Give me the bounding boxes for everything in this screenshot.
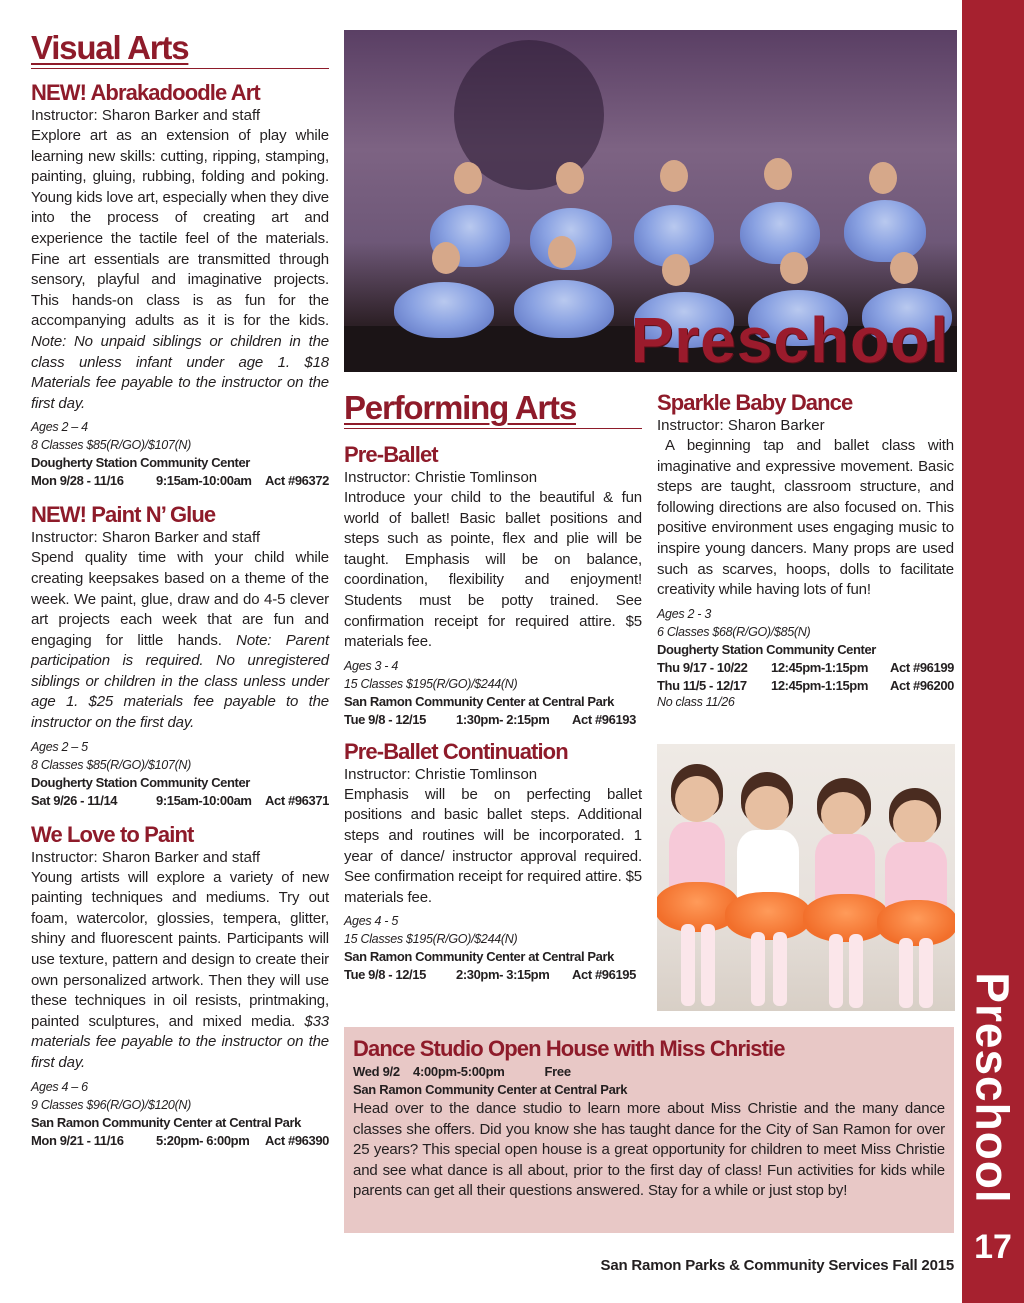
course-instructor: Instructor: Sharon Barker and staff <box>31 529 261 547</box>
open-house-description: Head over to the dance studio to learn more about Miss Christie and the many dance classes she offers. Did you know she has taught dance for the City of San Ramon for over 25 years? This special open house is a great opportunity for children to meet Miss Christie and see what dance is all about, prior to the first day of class! Fun activities for kids while parents can get all their questions answered. Stay for a while or just stop by! <box>353 1100 945 1200</box>
course-ages: Ages 4 - 5 <box>344 914 398 929</box>
course-description: Young artists will explore a variety of new painting techniques and mediums. Try out foam, watercolor, glossies, tempera, glitter, shiny and fluorescent paints. Participants will use texture, pattern and design to create their own personalized artwork. Then they will use these techniques in oil resists, printmaking, painted sculptures, and mixed media. $33 materials fee payable to the instructor on the first day. <box>31 868 329 1071</box>
course-instructor: Instructor: Christie Tomlinson <box>344 765 538 783</box>
course-instructor: Instructor: Sharon Barker and staff <box>31 107 261 124</box>
course-fees: 9 Classes $96(R/GO)/$120(N) <box>31 1097 192 1112</box>
visual-arts-column <box>31 30 329 1150</box>
course-description: Introduce your child to the beautiful & fun world of ballet! Basic ballet positions and steps such as pointe, flex and plie will be taught. Emphasis will be on balance, coordination, flexibility and enjoyment! Students must be potty trained. See confirmation receipt for required attire. $5 materials fee. <box>344 489 642 651</box>
course-location: Dougherty Station Community Center <box>31 455 250 471</box>
course-fees: 15 Classes $195(R/GO)/$244(N) <box>344 932 518 947</box>
course-fees: 6 Classes $68(R/GO)/$85(N) <box>657 624 811 639</box>
course-title: Sparkle Baby Dance <box>657 390 853 415</box>
course-pre-ballet-continuation <box>344 739 642 985</box>
course-schedule-row: Tue 9/8 - 12/15 1:30pm- 2:15pm Act #96193 <box>344 711 636 727</box>
course-schedule-row: Sat 9/26 - 11/14 9:15am-10:00am Act #96371 <box>31 792 329 808</box>
course-description: Emphasis will be on perfecting ballet positions and basic ballet steps. Additional steps and routines will be incorporated. 1 year of dance/ instructor approval required. See confirmation receipt for required attire. $5 materials fee. <box>344 785 642 906</box>
sparkle-baby-dance-column <box>657 390 954 709</box>
course-paint-n-glue <box>31 502 329 809</box>
course-description: Spend quality time with your child while creating keepsakes based on a theme of the week. We paint, glue, draw and do 4-5 clever art projects each week that are fun and engaging for little hands. Note: Parent participation is required. No unregistered siblings or children in the class unless under age 1. $25 materials fee payable to the instructor on the first day. <box>31 549 329 732</box>
course-ages: Ages 2 – 5 <box>31 739 88 754</box>
performing-arts-column <box>344 390 642 984</box>
course-title: We Love to Paint <box>31 821 194 847</box>
course-schedule-row: Tue 9/8 - 12/15 2:30pm- 3:15pm Act #96195 <box>344 967 636 983</box>
course-schedule-row: Mon 9/28 - 11/16 9:15am-10:00am Act #96372 <box>31 473 329 489</box>
visual-arts-heading: Visual Arts <box>31 30 329 68</box>
sidebar-section-label: Preschool <box>967 972 1020 1204</box>
course-title: Pre-Ballet Continuation <box>344 738 568 764</box>
course-description: Explore art as an extension of play while learning new skills: cutting, ripping, stamping, painting, gluing, rubbing, folding and poking. Young kids love art, especially when they dive into the process of creating art and experience the tactile feel of the materials. Fine art essentials are transmitted through sensory, playful and imaginative projects. This hands-on class is as fun for the accompanying adults as it is for the kids. Note: No unpaid siblings or children in the class unless infant under age 1. $18 Materials fee payable to the instructor on the first day. <box>31 127 329 412</box>
course-instructor: Instructor: Sharon Barker <box>657 417 825 434</box>
course-ages: Ages 4 – 6 <box>31 1079 88 1094</box>
course-title: NEW! Abrakadoodle Art <box>31 80 260 105</box>
course-instructor: Instructor: Sharon Barker and staff <box>31 848 261 866</box>
course-location: Dougherty Station Community Center <box>31 774 250 790</box>
no-class-note: No class 11/26 <box>657 694 735 709</box>
course-title: Pre-Ballet <box>344 442 438 467</box>
page-footer: San Ramon Parks & Community Services Fall 2015 <box>600 1257 954 1274</box>
course-ages: Ages 2 – 4 <box>31 420 88 435</box>
open-house-location: San Ramon Community Center at Central Park <box>353 1082 628 1097</box>
performing-arts-heading: Performing Arts <box>344 390 642 428</box>
course-schedule-row: Thu 9/17 - 10/22 12:45pm-1:15pm Act #96199 <box>657 659 954 675</box>
course-ages: Ages 3 - 4 <box>344 658 398 673</box>
course-location: Dougherty Station Community Center <box>657 641 876 657</box>
course-schedule-row: Mon 9/21 - 11/16 5:20pm- 6:00pm Act #96390 <box>31 1132 329 1148</box>
course-title: NEW! Paint N’ Glue <box>31 502 216 528</box>
course-ages: Ages 2 - 3 <box>657 606 711 621</box>
course-description: A beginning tap and ballet class with imaginative and expressive movement. Basic steps are taught, classroom structure, and following directions are also focused on. This positive environment uses engaging music to inspire young dancers. Many props are used such as scarves, hoops, dolls to facilitate creativity while having lots of fun! <box>657 437 954 599</box>
course-instructor: Instructor: Christie Tomlinson <box>344 469 538 486</box>
open-house-when: Wed 9/2 4:00pm-5:00pm Free <box>353 1064 571 1079</box>
open-house-callout <box>344 1027 954 1233</box>
course-we-love-to-paint <box>31 822 329 1150</box>
course-abrakadoodle <box>31 80 329 490</box>
course-fees: 8 Classes $85(R/GO)/$107(N) <box>31 757 192 772</box>
photo-preschool-overlay: Preschool <box>630 304 949 372</box>
course-fees: 15 Classes $195(R/GO)/$244(N) <box>344 676 518 691</box>
toddler-dancers-photo <box>657 744 955 1011</box>
page-number: 17 <box>974 1228 1012 1266</box>
course-location: San Ramon Community Center at Central Park <box>344 949 614 965</box>
course-location: San Ramon Community Center at Central Park <box>31 1114 301 1130</box>
course-pre-ballet <box>344 442 642 729</box>
course-fees: 8 Classes $85(R/GO)/$107(N) <box>31 438 192 453</box>
course-location: San Ramon Community Center at Central Park <box>344 693 614 709</box>
open-house-title: Dance Studio Open House with Miss Christie <box>353 1036 785 1061</box>
course-schedule-row: Thu 11/5 - 12/17 12:45pm-1:15pm Act #96200 <box>657 677 954 693</box>
ballet-recital-photo <box>344 30 957 372</box>
